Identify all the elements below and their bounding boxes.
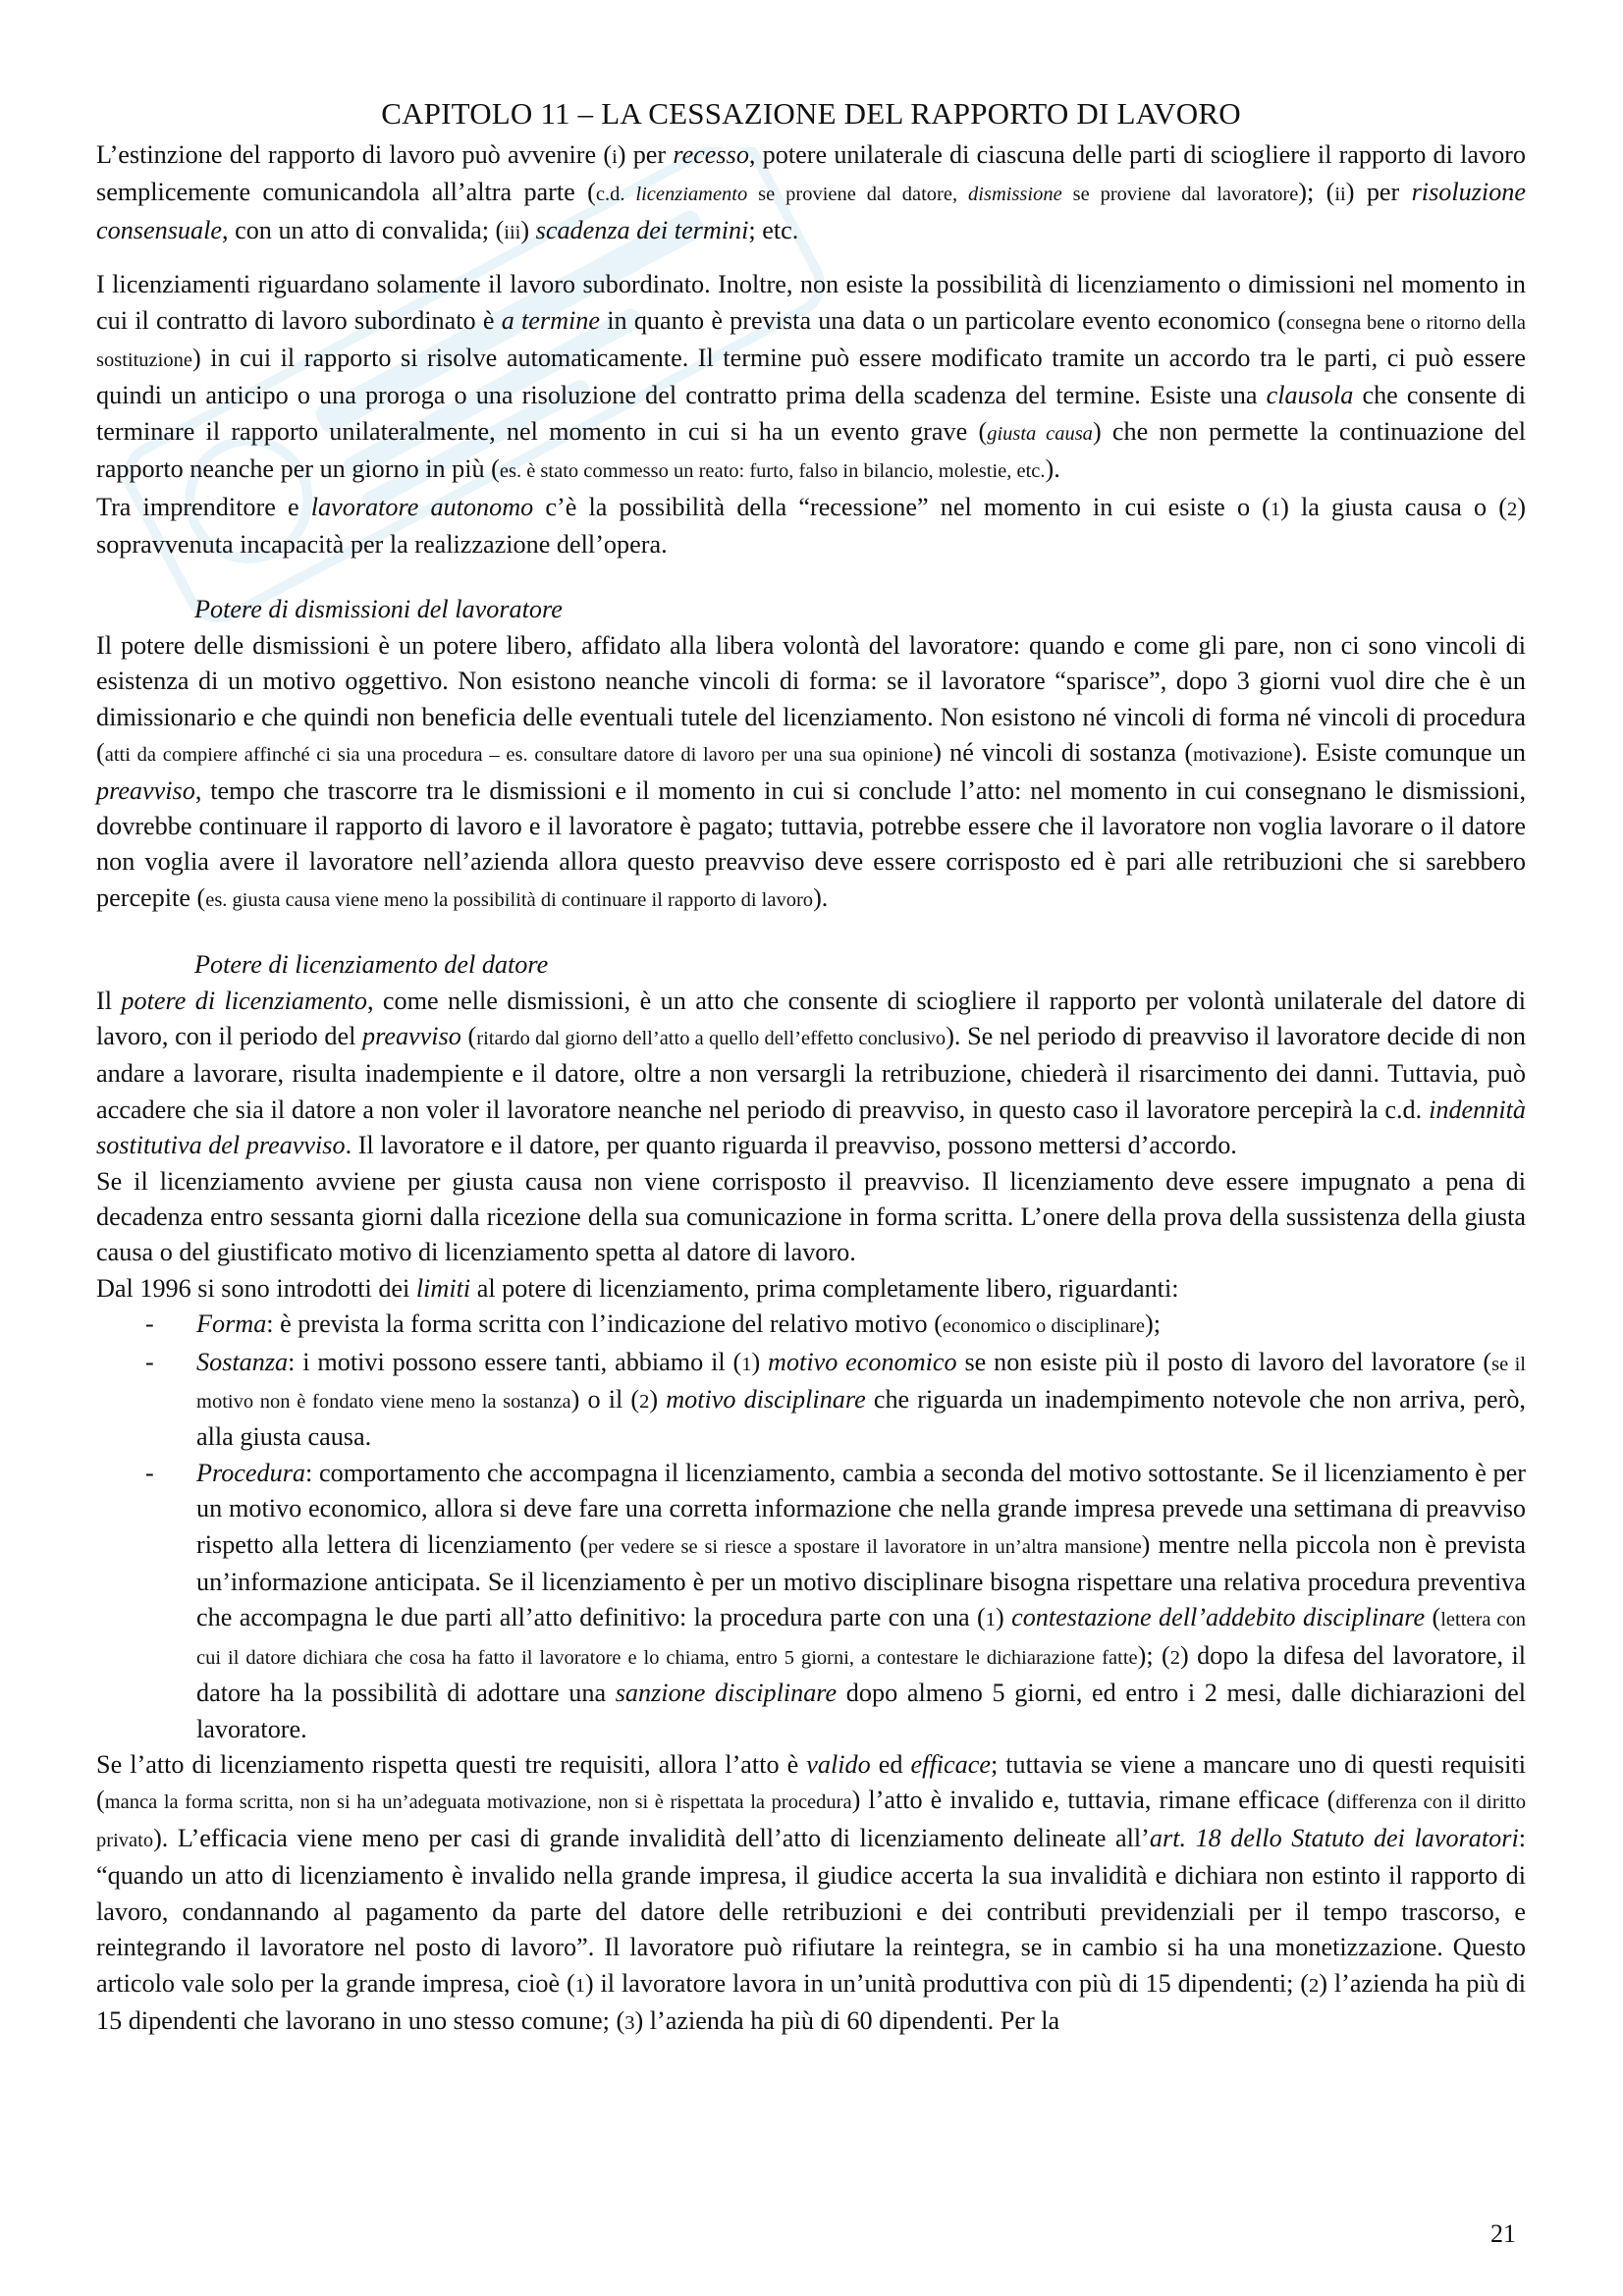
paragraph-licenziamenti: I licenziamenti riguardano solamente il lavoro subordinato. Inoltre, non esiste la possibilità di licenziamento o dimissioni nel momento in cui il contratto di lavoro subordinato è a termine in quanto è prevista una data o un particolare evento economico (consegna bene o ritorno della sostituzione) in cui il rapporto si risolve automaticamente. Il termine può essere modificato tramite un accordo tra le parti, ci può essere quindi un anticipo o una proroga o una risoluzione del contratto prima della scadenza del termine. Esiste una clausola che consente di terminare il rapporto unilateralmente, nel momento in cui si ha un evento grave (giusta causa) che non permette la continuazione del rapporto neanche per un giorno in più (es. è stato commesso un reato: furto, falso in bilancio, molestie, etc.). (96, 270, 1526, 484)
limits-list (96, 1307, 1526, 1747)
section-heading-dismissioni: Potere di dismissioni del lavoratore (194, 595, 563, 624)
section-heading-licenziamento: Potere di licenziamento del datore (194, 950, 549, 980)
list-item-forma: - Forma: è prevista la forma scritta con l’indicazione del relativo motivo (economico o disciplinare); (96, 1307, 1526, 1344)
dash-bullet: - (145, 1309, 154, 1339)
page-number: 21 (1490, 2219, 1516, 2248)
dash-bullet: - (145, 1458, 154, 1487)
paragraph-estinzione: L’estinzione del rapporto di lavoro può avvenire (i) per recesso, potere unilaterale di ciascuna delle parti di sciogliere il rapporto di lavoro semplicemente comunicandola all’altra parte (c.d. licenziamento se proviene dal datore, dismissione se proviene dal lavoratore); (ii) per risoluzione consensuale, con un atto di convalida; (iii) scadenza dei termini; etc. (96, 140, 1527, 244)
paragraph-potere-licenziamento: Il potere di licenziamento, come nelle dismissioni, è un atto che consente di sciogliere il rapporto per volontà unilaterale del datore di lavoro, con il periodo del preavviso (ritardo dal giorno dell’atto a quello dell’effetto conclusivo). Se nel periodo di preavviso il lavoratore decide di non andare a lavorare, risulta inadempiente e il datore, oltre a non versargli la retribuzione, chiederà il risarcimento dei danni. Tuttavia, può accadere che sia il datore a non voler il lavoratore neanche nel periodo di preavviso, in questo caso il lavoratore percepirà la c.d. indennità sostitutiva del preavviso. Il lavoratore e il datore, per quanto riguarda il preavviso, possono mettersi d’accordo. (96, 986, 1527, 1160)
page-title: CAPITOLO 11 – LA CESSAZIONE DEL RAPPORTO DI LAVORO (381, 96, 1241, 131)
paragraph-lavoratore-autonomo: Tra imprenditore e lavoratore autonomo c’è la possibilità della “recessione” nel momento in cui esiste o (1) la giusta causa o (2) sopravvenuta incapacità per la realizzazione dell’opera. (96, 492, 1526, 560)
paragraph-dismissioni: Il potere delle dismissioni è un potere libero, affidato alla libera volontà del lavoratore: quando e come gli pare, non ci sono vincoli di esistenza di un motivo oggettivo. Non esistono neanche vincoli di forma: se il lavoratore “sparisce”, dopo 3 giorni vuol dire che è un dimissionario e che quindi non beneficia delle eventuali tutele del licenziamento. Non esistono né vincoli di forma né vincoli di procedura (atti da compiere affinché ci sia una procedura – es. consultare datore di lavoro per una sua opinione) né vincoli di sostanza (motivazione). Esiste comunque un preavviso, tempo che trascorre tra le dismissioni e il momento in cui si conclude l’atto: nel momento in cui consegnano le dismissioni, dovrebbe continuare il rapporto di lavoro e il lavoratore è pagato; tuttavia, potrebbe essere che il lavoratore non voglia lavorare o il datore non voglia avere il lavoratore nell’azienda allora questo preavviso deve essere corrisposto ed è pari alle retribuzioni che si sarebbero percepite (es. giusta causa viene meno la possibilità di continuare il rapporto di lavoro). (96, 630, 1526, 912)
list-item-procedura: - Procedura: comportamento che accompagna il licenziamento, cambia a seconda del motivo sottostante. Se il licenziamento è per un motivo economico, allora si deve fare una corretta informazione che nella grande impresa prevede una settimana di preavviso rispetto alla lettera di licenziamento (per vedere se si riesce a spostare il lavoratore in un’altra mansione) mentre nella piccola non è prevista un’informazione anticipata. Se il licenziamento è per un motivo disciplinare bisogna rispettare una relativa procedura preventiva che accompagna le due parti all’atto definitivo: la procedura parte con una (1) contestazione dell’addebito disciplinare (lettera con cui il datore dichiara che cosa ha fatto il lavoratore e lo chiama, entro 5 giorni, a contestare le dichiarazione fatte); (2) dopo la difesa del lavoratore, il datore ha la possibilità di adottare una sanzione disciplinare dopo almeno 5 giorni, ed entro i 2 mesi, dalle dichiarazioni del lavoratore. (96, 1456, 1526, 1747)
paragraph-giusta-causa: Se il licenziamento avviene per giusta causa non viene corrisposto il preavviso. Il licenziamento deve essere impugnato a pena di decadenza entro sessanta giorni dalla ricezione della sua comunicazione in forma scritta. L’onere della prova della sussistenza della giusta causa o del giustificato motivo di licenziamento spetta al datore di lavoro. (96, 1166, 1526, 1267)
dash-bullet: - (145, 1347, 154, 1376)
paragraph-requisiti: Se l’atto di licenziamento rispetta questi tre requisiti, allora l’atto è valido ed efficace; tuttavia se viene a mancare uno di questi requisiti (manca la forma scritta, non si ha un’adeguata motivazione, non si è rispettata la procedura) l’atto è invalido e, tuttavia, rimane efficace (differenza con il diritto privato). L’efficacia viene meno per casi di grande invalidità dell’atto di licenziamento delineate all’art. 18 dello Statuto dei lavoratori: “quando un atto di licenziamento è invalido nella grande impresa, il giudice accerta la sua invalidità e dichiara non estinto il rapporto di lavoro, condannando al pagamento da parte del datore delle retribuzioni e dei contributi previdenziali per il tempo trascorso, e reintegrando il lavoratore nel posto di lavoro”. Il lavoratore può rifiutare la reintegra, se in cambio si ha una monetizzazione. Questo articolo vale solo per la grande impresa, cioè (1) il lavoratore lavora in un’unità produttiva con più di 15 dipendenti; (2) l’azienda ha più di 15 dipendenti che lavorano in uno stesso comune; (3) l’azienda ha più di 60 dipendenti. Per la (96, 1750, 1526, 2035)
list-item-sostanza: - Sostanza: i motivi possono essere tanti, abbiamo il (1) motivo economico se non esiste più il posto di lavoro del lavoratore (se il motivo non è fondato viene meno la sostanza) o il (2) motivo disciplinare che riguarda un inadempimento notevole che non arriva, però, alla giusta causa. (96, 1345, 1526, 1456)
paragraph-limiti: Dal 1996 si sono introdotti dei limiti al potere di licenziamento, prima completamente libero, riguardanti: (96, 1273, 1179, 1303)
main-content (96, 94, 1526, 2041)
